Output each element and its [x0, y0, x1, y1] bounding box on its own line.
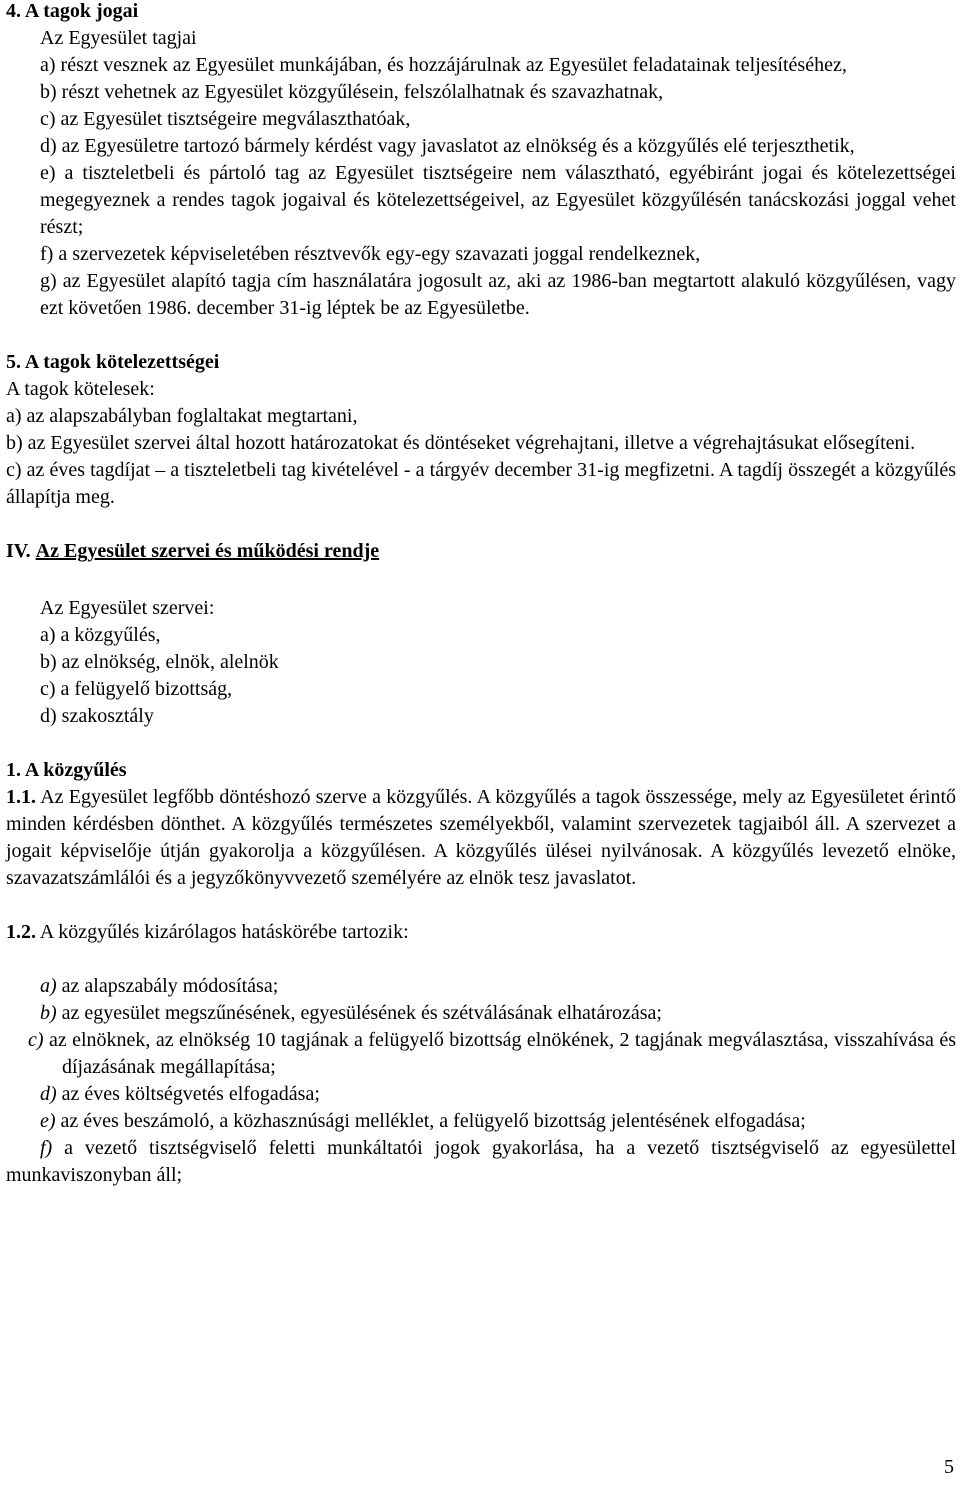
item-label: c)	[28, 1029, 44, 1051]
paragraph-number: 1.1.	[6, 786, 36, 808]
chapter-iv-number: IV.	[6, 540, 31, 562]
item-label: e)	[40, 1110, 56, 1132]
rights-item-a: a) részt vesznek az Egyesület munkájában, és hozzájárulnak az Egyesület feladatainak teljesítéséhez,	[40, 54, 847, 76]
duties-item-c: c) az éves tagdíjat – a tiszteletbeli tag kivételével - a tárgyév december 31-ig megfizetni. A tagdíj összegét a közgyűlés állapítja meg.	[6, 459, 956, 508]
page-number: 5	[944, 1456, 954, 1478]
paragraph-text: Az Egyesület legfőbb döntéshozó szerve a közgyűlés. A közgyűlés a tagok összessége, mely az Egyesületet érintő minden kérdésben dönthet. A közgyűlés természetes személyekből, valamint szervezetek tagjaiból áll. A szervezet a jogait képviselője útján gyakorolja a közgyűlésen. A közgyűlés ülései nyilvánosak. A közgyűlés levezető elnöke, szavazatszámlálói és a jegyzőkönyvvezető személyére az elnök tesz javaslatot.	[6, 786, 956, 889]
item-text: az egyesület megszűnésének, egyesülésének és szétválásának elhatározása;	[56, 1002, 662, 1024]
chapter-iv-heading	[6, 538, 956, 565]
paragraph-text: A közgyűlés kizárólagos hatáskörébe tartozik:	[36, 921, 409, 943]
item-label: f)	[40, 1137, 53, 1159]
section-5-intro: A tagok kötelesek:	[6, 378, 155, 400]
item-text: az alapszabály módosítása;	[56, 975, 279, 997]
item-label: d)	[40, 1083, 57, 1105]
powers-item-e	[6, 1108, 956, 1135]
chapter-iv-title: Az Egyesület szervei és működési rendje	[35, 540, 380, 562]
powers-item-d	[6, 1081, 956, 1108]
item-text: a vezető tisztségviselő feletti munkáltatói jogok gyakorlása, ha a vezető tisztségviselő az egyesülettel munkaviszonyban áll;	[6, 1137, 956, 1186]
organs-item-b: b) az elnökség, elnök, alelnök	[40, 651, 279, 673]
powers-item-a	[6, 973, 956, 1000]
item-label: b)	[40, 1002, 57, 1024]
section-4-intro: Az Egyesület tagjai	[40, 27, 197, 49]
assembly-paragraph-1-2	[6, 919, 956, 946]
paragraph-number: 1.2.	[6, 921, 36, 943]
assembly-paragraph-1-1	[6, 784, 956, 892]
item-text: az éves beszámoló, a közhasznúsági melléklet, a felügyelő bizottság jelentésének elfogadása;	[55, 1110, 806, 1132]
item-text: az éves költségvetés elfogadása;	[56, 1083, 320, 1105]
organs-item-a: a) a közgyűlés,	[40, 624, 161, 646]
item-text: az elnöknek, az elnökség 10 tagjának a felügyelő bizottság elnökének, 2 tagjának megválasztása, visszahívása és díjazásának megállapítása;	[43, 1029, 956, 1078]
rights-item-e: e) a tiszteletbeli és pártoló tag az Egyesület tisztségeire nem választható, egyébiránt jogai és kötelezettségei megegyeznek a rendes tagok jogaival és kötelezettségeivel, az Egyesület közgyűlésén tanácskozási joggal vehet részt;	[40, 162, 956, 238]
rights-item-d: d) az Egyesületre tartozó bármely kérdést vagy javaslatot az elnökség és a közgyűlés elé terjeszthetik,	[40, 135, 855, 157]
rights-item-b: b) részt vehetnek az Egyesület közgyűlésein, felszólalhatnak és szavazhatnak,	[40, 81, 664, 103]
assembly-title: 1. A közgyűlés	[6, 759, 127, 781]
duties-item-b: b) az Egyesület szervei által hozott határozatokat és döntéseket végrehajtani, illetve a végrehajtásukat elősegíteni.	[6, 432, 916, 454]
duties-item-a: a) az alapszabályban foglaltakat megtartani,	[6, 405, 358, 427]
powers-item-c	[6, 1027, 956, 1081]
rights-item-g: g) az Egyesület alapító tagja cím használatára jogosult az, aki az 1986-ban megtartott alakuló közgyűlésen, vagy ezt követően 1986. december 31-ig léptek be az Egyesületbe.	[40, 270, 956, 319]
assembly-powers-list	[6, 973, 956, 1189]
rights-item-c: c) az Egyesület tisztségeire megválaszthatóak,	[40, 108, 411, 130]
item-label: a)	[40, 975, 57, 997]
organs-intro: Az Egyesület szervei:	[40, 597, 215, 619]
section-4-title: 4. A tagok jogai	[6, 0, 139, 22]
section-5-title: 5. A tagok kötelezettségei	[6, 351, 220, 373]
powers-item-b	[6, 1000, 956, 1027]
organs-item-d: d) szakosztály	[40, 705, 154, 727]
organs-item-c: c) a felügyelő bizottság,	[40, 678, 233, 700]
powers-item-f	[6, 1135, 956, 1189]
document-page	[6, 0, 956, 1189]
rights-item-f: f) a szervezetek képviseletében résztvevők egy-egy szavazati joggal rendelkeznek,	[40, 243, 701, 265]
